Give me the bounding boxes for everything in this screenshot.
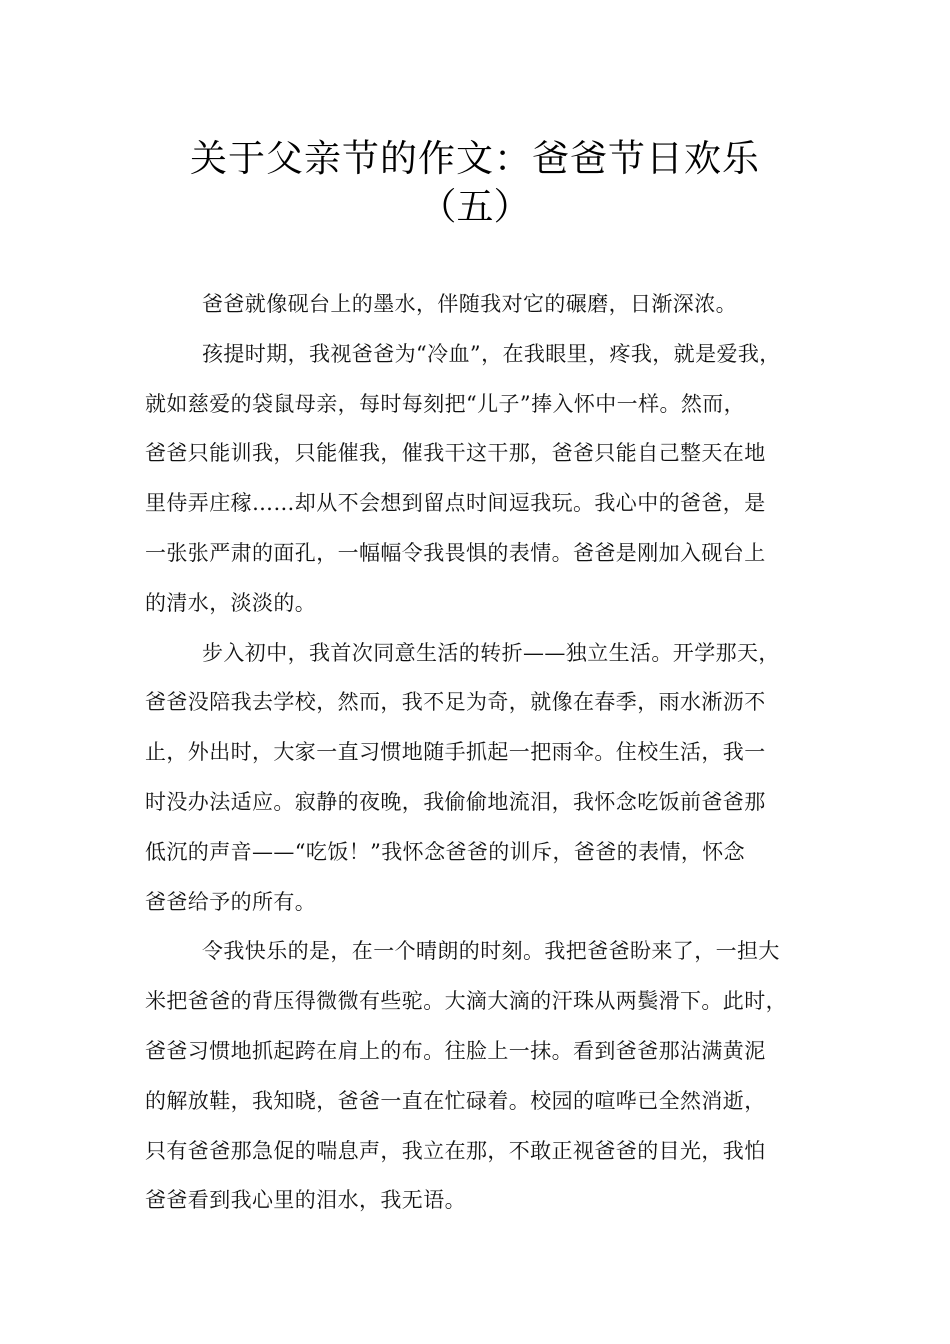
text-line: 时没办法适应。寂静的夜晚，我偷偷地流泪，我怀念吃饭前爸爸那 [145,789,766,814]
text-line: 令我快乐的是，在一个晴朗的时刻。我把爸爸盼来了，一担大 [202,939,780,964]
text-line: 米把爸爸的背压得微微有些驼。大滴大滴的汗珠从两鬓滑下。此时， [145,989,787,1014]
text-line: 爸爸看到我心里的泪水，我无语。 [145,1188,466,1213]
text-line: 爸爸只能训我，只能催我，催我干这干那，爸爸只能自己整天在地 [145,441,766,466]
document-title: 关于父亲节的作文：爸爸节日欢乐 [190,137,760,180]
text-line: 爸爸就像砚台上的墨水，伴随我对它的碾磨，日渐深浓。 [202,292,737,316]
text-line: 爸爸习惯地抓起跨在肩上的布。往脸上一抹。看到爸爸那沾满黄泥 [145,1038,766,1063]
text-line: 一张张严肃的面孔，一幅幅令我畏惧的表情。爸爸是刚加入砚台上 [145,540,766,565]
text-line: 止，外出时，大家一直习惯地随手抓起一把雨伞。住校生活，我一 [145,740,766,765]
text-line: 孩提时期，我视爸爸为“冷血”，在我眼里，疼我，就是爱我， [202,341,781,366]
text-line: 只有爸爸那急促的喘息声，我立在那，不敢正视爸爸的目光，我怕 [145,1138,766,1163]
document-title-number: （五） [419,185,531,228]
text-line: 爸爸没陪我去学校，然而，我不足为奇，就像在春季，雨水淅沥不 [145,690,766,715]
text-line: 里侍弄庄稼……却从不会想到留点时间逗我玩。我心中的爸爸，是 [145,491,766,516]
text-line: 爸爸给予的所有。 [145,889,317,914]
text-line: 步入初中，我首次同意生活的转折——独立生活。开学那天， [202,640,780,665]
text-line: 低沉的声音——“吃饭！”我怀念爸爸的训斥，爸爸的表情，怀念 [145,839,746,864]
text-line: 的清水，淡淡的。 [145,590,317,615]
text-line: 就如慈爱的袋鼠母亲，每时每刻把“儿子”捧入怀中一样。然而， [145,391,746,416]
text-line: 的解放鞋，我知晓，爸爸一直在忙碌着。校园的喧哗已全然消逝， [145,1088,766,1113]
essay-body [145,280,825,1226]
